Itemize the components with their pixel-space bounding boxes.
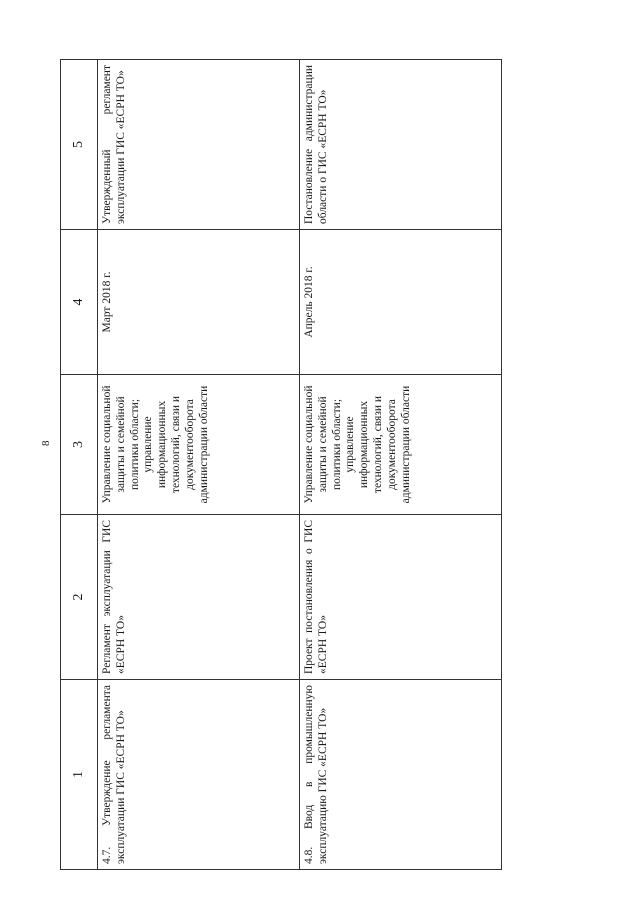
header-row xyxy=(61,60,98,870)
responsible-cell: Управление социальной защиты и семейной политики области; управление информационных технологий, связи и документооборота администрации области xyxy=(98,375,300,515)
document-cell: Постановление администрации области о ГИС «ЕСРН ТО» xyxy=(300,60,502,230)
result-cell: Проект постановления о ГИС «ЕСРН ТО» xyxy=(300,515,502,680)
responsible-cell: Управление социальной защиты и семейной политики области; управление информационных технологий, связи и документооборота администрации области xyxy=(300,375,502,515)
column-header-4: 4 xyxy=(61,230,98,375)
deadline-cell: Март 2018 г. xyxy=(98,230,300,375)
plan-table xyxy=(60,59,502,870)
column-header-1: 1 xyxy=(61,680,98,870)
rotated-table-container xyxy=(60,60,495,870)
deadline-cell: Апрель 2018 г. xyxy=(300,230,502,375)
column-header-2: 2 xyxy=(61,515,98,680)
table-row xyxy=(300,60,502,870)
page-number: 8 xyxy=(40,440,52,446)
column-header-5: 5 xyxy=(61,60,98,230)
result-cell: Регламент эксплуатации ГИС «ЕСРН ТО» xyxy=(98,515,300,680)
table-row xyxy=(98,60,300,870)
event-cell: 4.8. Ввод в промышленную эксплуатацию ГИС «ЕСРН ТО» xyxy=(300,680,502,870)
event-cell: 4.7. Утверждение регламента эксплуатации ГИС «ЕСРН ТО» xyxy=(98,680,300,870)
column-header-3: 3 xyxy=(61,375,98,515)
document-cell: Утвержденный регламент эксплуатации ГИС «ЕСРН ТО» xyxy=(98,60,300,230)
